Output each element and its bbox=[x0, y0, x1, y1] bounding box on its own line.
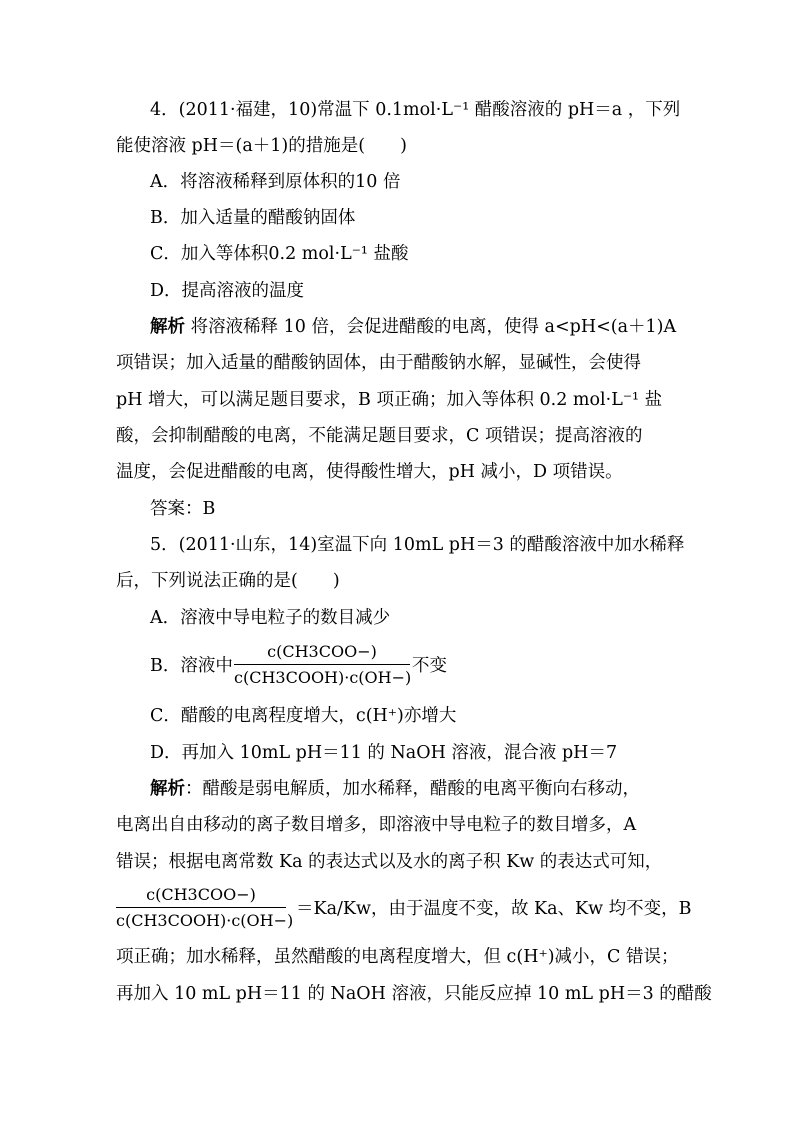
fraction-bar bbox=[234, 664, 410, 665]
q5-analysis-line-1: 解析：醋酸是弱电解质，加水稀释，醋酸的电离平衡向右移动， bbox=[150, 779, 640, 799]
fraction-bar bbox=[116, 907, 286, 908]
q4-option-a: A．将溶液稀释到原体积的10 倍 bbox=[150, 172, 401, 192]
q4-answer: 答案：B bbox=[150, 499, 216, 519]
q4-analysis-line-5: 温度，会促进醋酸的电离，使得酸性增大，pH 减小，D 项错误。 bbox=[116, 462, 623, 482]
q4-analysis-label: 解析 bbox=[150, 317, 185, 337]
q4-analysis-line-3: pH 增大，可以满足题目要求，B 项正确；加入等体积 0.2 mol·L⁻¹ 盐 bbox=[116, 390, 663, 410]
q5-option-a: A．溶液中导电粒子的数目减少 bbox=[150, 608, 391, 628]
q5-stem-line-2: 后，下列说法正确的是( ) bbox=[116, 571, 340, 591]
q5-analysis-line-4: ＝Ka/Kw，由于温度不变，故 Ka、Kw 均不变，B bbox=[296, 899, 692, 919]
q4-option-b: B．加入适量的醋酸钠固体 bbox=[150, 208, 356, 228]
q5-option-d: D．再加入 10mL pH＝11 的 NaOH 溶液，混合液 pH＝7 bbox=[150, 743, 618, 763]
q4-analysis-line-2: 项错误；加入适量的醋酸钠固体，由于醋酸钠水解，显碱性，会使得 bbox=[116, 353, 641, 373]
q5-analysis-label: 解析 bbox=[150, 779, 185, 799]
q4-analysis-line-1: 解析 将溶液稀释 10 倍，会促进醋酸的电离，使得 a<pH<(a＋1)A bbox=[150, 317, 677, 337]
q5-stem-line-1: 5．(2011·山东，14)室温下向 10mL pH＝3 的醋酸溶液中加水稀释 bbox=[150, 535, 685, 555]
q5-analysis-line-2: 电离出自由移动的离子数目增多，即溶液中导电粒子的数目增多，A bbox=[116, 815, 637, 835]
q4-stem-line-1: 4．(2011·福建，10)常温下 0.1mol·L⁻¹ 醋酸溶液的 pH＝a ，下列 bbox=[150, 100, 681, 120]
q4-stem-line-2: 能使溶液 pH＝(a＋1)的措施是( ) bbox=[116, 136, 407, 156]
q5-analysis-line-6: 再加入 10 mL pH＝11 的 NaOH 溶液，只能反应掉 10 mL pH＝3 的醋酸 bbox=[116, 984, 712, 1004]
q5-option-b-fraction bbox=[234, 642, 410, 688]
q5-option-b-denominator: c(CH3COOH)·c(OH−) bbox=[234, 668, 412, 687]
q5-analysis-numerator: c(CH3COO−) bbox=[146, 885, 256, 904]
q5-analysis-line-3: 错误；根据电离常数 Ka 的表达式以及水的离子积 Kw 的表达式可知， bbox=[116, 852, 663, 872]
q4-option-d: D．提高溶液的温度 bbox=[150, 281, 305, 301]
q4-analysis-line-4: 酸，会抑制醋酸的电离，不能满足题目要求，C 项错误；提高溶液的 bbox=[116, 426, 643, 446]
q5-option-b-numerator: c(CH3COO−) bbox=[267, 642, 377, 661]
q5-option-b-suffix: 不变 bbox=[412, 656, 447, 676]
q5-analysis-fraction bbox=[116, 885, 294, 931]
q5-analysis-line-5: 项正确；加水稀释，虽然醋酸的电离程度增大，但 c(H⁺)减小，C 错误； bbox=[116, 947, 679, 967]
q5-option-b-prefix: B．溶液中 bbox=[150, 656, 233, 676]
q5-analysis-denominator: c(CH3COOH)·c(OH−) bbox=[116, 911, 294, 930]
q4-option-c: C．加入等体积0.2 mol·L⁻¹ 盐酸 bbox=[150, 244, 409, 264]
q5-option-c: C．醋酸的电离程度增大，c(H⁺)亦增大 bbox=[150, 706, 457, 726]
